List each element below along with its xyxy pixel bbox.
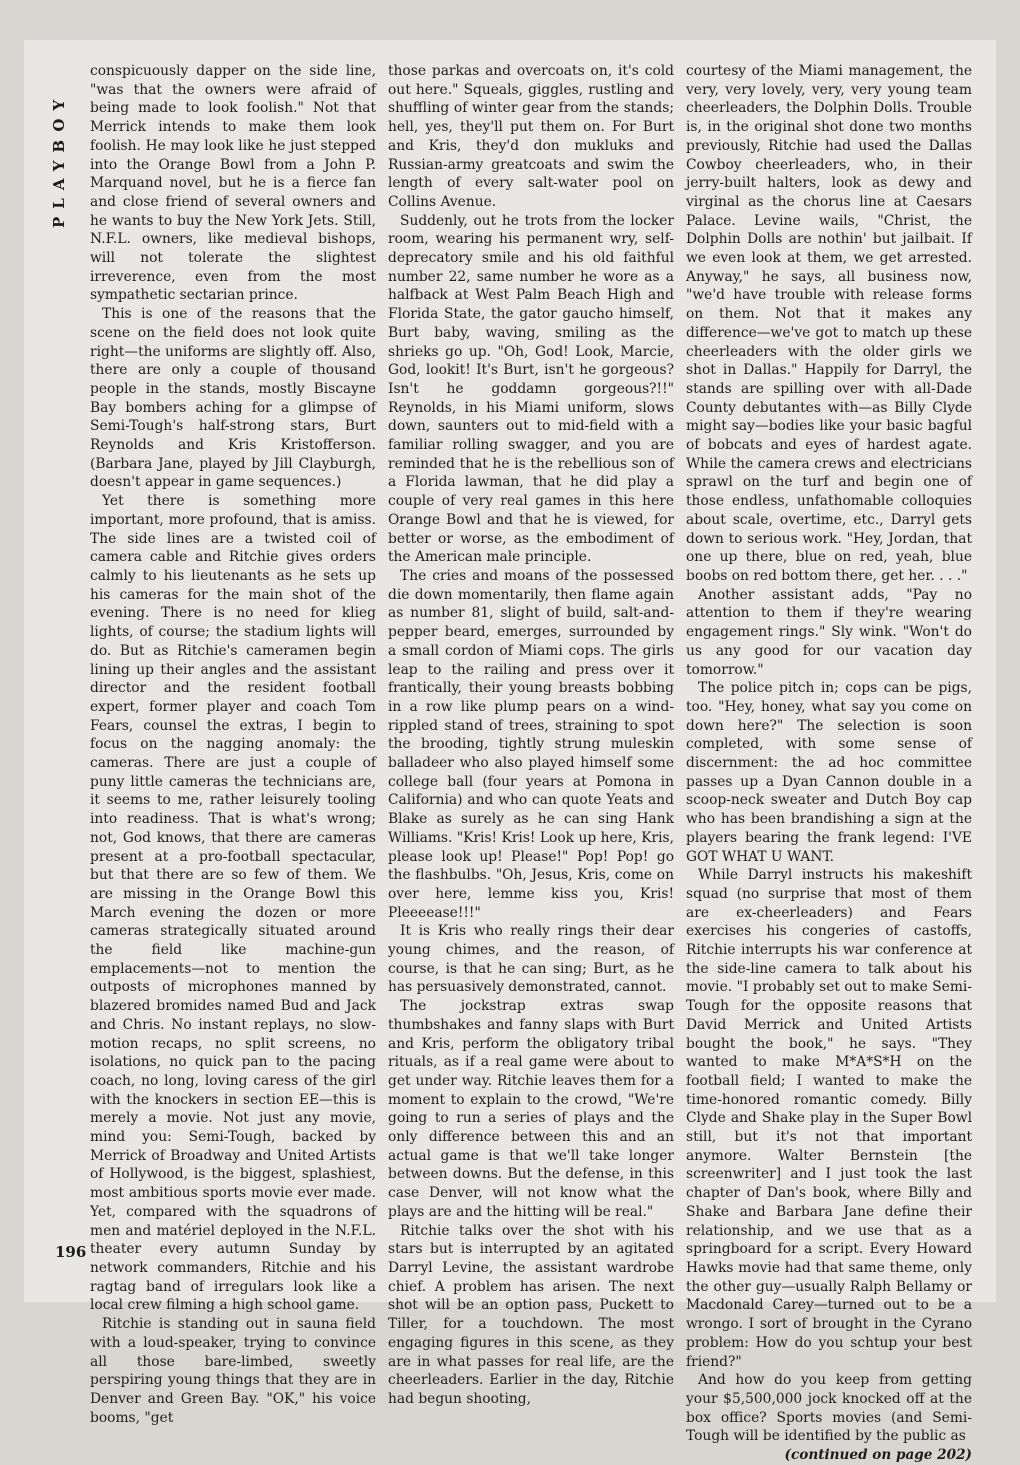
article-column-1 (90, 62, 376, 1427)
paragraph: Ritchie talks over the shot with his stars but is interrupted by an agitated Darryl Levine, the assistant wardrobe chief. A problem has arisen. The next shot will be an option pass, Puckett to Tiller, for a touchdown. The most engaging figures in this scene, as they are in what passes for real life, are the cheerleaders. Earlier in the day, Ritchie had begun shooting, (388, 1222, 674, 1407)
paragraph: The cries and moans of the possessed die down momentarily, then flame again as number 81, slight of build, salt-and-pepper beard, emerges, surrounded by a small cordon of Miami cops. The girls leap to the railing and press over it frantically, their young breasts bobbing in a row like plump pears on a wind-rippled stand of trees, straining to spot the brooding, tightly strung muleskin balladeer who also played himself some college ball (four years at Pomona in California) and who can quote Yeats and Blake as surely as he can sing Hank Williams. "Kris! Kris! Look up here, Kris, please look up! Please!" Pop! Pop! go the flashbulbs. "Oh, Jesus, Kris, come on over here, lemme kiss you, Kris! Pleeeease!!!" (388, 567, 674, 921)
article-column-2 (388, 62, 674, 1409)
paragraph: And how do you keep from getting your $5,500,000 jock knocked off at the box office? Sports movies (and Semi-Tough will be identified by the public as (686, 1372, 972, 1445)
paragraph: courtesy of the Miami management, the very, very lovely, very, very young team cheerleaders, the Dolphin Dolls. Trouble is, in the original shot done two months previously, Ritchie had used the Dallas Cowboy cheerleaders, who, in their jerry-built halters, look as dewy and virginal as the chorus line at Caesars Palace. Levine wails, "Christ, the Dolphin Dolls are nothin' but jailbait. If we even look at them, we get arrested. Anyway," he says, all business now, "we'd have trouble with release forms on them. Not that it makes any difference—we've got to match up these cheerleaders with the older girls we shot in Dallas." Happily for Darryl, the stands are spilling over with all-Dade County debutantes with—as Billy Clyde might say—bodies like your basic bagful of bobcats and eyes of hardest agate. While the camera crews and electricians sprawl on the turf and begin one of those endless, unfathomable colloquies about scale, overtime, etc., Darryl gets down to serious work. "Hey, Jordan, that one up there, blue on red, yeah, blue boobs on red bottom there, get her. . . ." (686, 63, 972, 584)
paragraph: This is one of the reasons that the scene on the field does not look quite right—the uniforms are slightly off. Also, there are only a couple of thousand people in the stands, mostly Biscayne Bay bombers aching for a glimpse of Semi-Tough's half-strong stars, Burt Reynolds and Kris Kristofferson. (Barbara Jane, played by Jill Clayburgh, doesn't appear in game sequences.) (90, 306, 376, 491)
paragraph: those parkas and overcoats on, it's cold out here." Squeals, giggles, rustling and shuffling of winter gear from the stands; hell, yes, they'll put them on. For Burt and Kris, they'd don mukluks and Russian-army greatcoats and swim the length of every salt-water pool on Collins Avenue. (388, 63, 674, 210)
page-number: 196 (55, 1243, 87, 1261)
continued-link[interactable]: (continued on page 202) (784, 1447, 972, 1464)
paragraph: Yet there is something more important, more profound, that is amiss. The side lines are a twisted coil of camera cable and Ritchie gives orders calmly to his lieutenants as he sets up his cameras for the main shot of the evening. There is no need for klieg lights, of course; the stadium lights will do. But as Ritchie's cameramen begin lining up their angles and the assistant director and the resident football expert, former player and coach Tom Fears, counsel the extras, I begin to focus on the nagging anomaly: the cameras. There are just a couple of puny little cameras the technicians are, it seems to me, rather leisurely tooling into readiness. That is what's wrong; not, God knows, that there are cameras present at a pro-football spectacular, but that there are so few of them. We are missing in the Orange Bowl this March evening the dozen or more cameras strategically situated around the field like machine-gun emplacements—not to mention the outposts of microphones manned by blazered bromides named Bud and Jack and Chris. No instant replays, no slow-motion recaps, no split screens, no isolations, no quick pan to the pacing coach, no long, loving caress of the girl with the knockers in section EE—this is merely a movie. Not just any movie, mind you: Semi-Tough, backed by Merrick of Broadway and United Artists of Hollywood, is the biggest, splashiest, most ambitious sports movie ever made. Yet, compared with the squadrons of men and matériel deployed in the N.F.L. theater every autumn Sunday by network commanders, Ritchie and his ragtag band of irregulars look like a local crew filming a high school game. (90, 493, 376, 1314)
paragraph: conspicuously dapper on the side line, "was that the owners were afraid of being made to look foolish." Not that Merrick intends to make them look foolish. He may look like he just stepped into the Orange Bowl from a John P. Marquand novel, but he is a fierce fan and close friend of several owners and he wants to buy the New York Jets. Still, N.F.L. owners, like medieval bishops, will not tolerate the slightest irreverence, even from the most sympathetic sectarian prince. (90, 63, 376, 304)
paragraph: The jockstrap extras swap thumbshakes and fanny slaps with Burt and Kris, perform the obligatory tribal rituals, as if a real game were about to get under way. Ritchie leaves them for a moment to explain to the crowd, "We're going to run a series of plays and the only difference between this and an actual game is that we'll take longer between downs. But the defense, in this case Denver, will not know what the plays are and the hitting will be real." (388, 998, 674, 1220)
paragraph: Ritchie is standing out in sauna field with a loud-speaker, trying to convince all those bare-limbed, sweetly perspiring young things that they are in Denver and Green Bay. "OK," his voice booms, "get (90, 1316, 376, 1426)
paragraph: While Darryl instructs his makeshift squad (no surprise that most of them are ex-cheerleaders) and Fears exercises his congeries of castoffs, Ritchie interrupts his war conference at the side-line camera to talk about his movie. "I probably set out to make Semi-Tough for the opposite reasons that David Merrick and United Artists bought the book," he says. "They wanted to make M*A*S*H on the football field; I wanted to make the time-honored romantic comedy. Billy Clyde and Shake play in the Super Bowl still, but it's not that important anymore. Walter Bernstein [the screenwriter] and I just took the last chapter of Dan's book, where Billy and Shake and Barbara Jane define their relationship, and we use that as a springboard for a script. Every Howard Hawks movie had that same theme, only the other guy—usually Ralph Bellamy or Macdonald Carey—turned out to be a wrongo. I sort of brought in the Cyrano problem: How do you schtup your best friend?" (686, 867, 972, 1370)
magazine-page (24, 40, 996, 1464)
paragraph: The police pitch in; cops can be pigs, too. "Hey, honey, what say you come on down here?" The selection is soon completed, with some sense of discernment: the ad hoc committee passes up a Dyan Cannon double in a scoop-neck sweater and Dutch Boy cap who has been brandishing a sign at the players bearing the frank legend: I'VE GOT WHAT U WANT. (686, 680, 972, 865)
article-column-3 (686, 62, 972, 1465)
paragraph: Suddenly, out he trots from the locker room, wearing his permanent wry, self-deprecatory smile and his old faithful number 22, same number he wore as a halfback at West Palm Beach High and Florida State, the gator gaucho himself, Burt baby, waving, smiling as the shrieks go up. "Oh, God! Look, Marcie, God, lookit! It's Burt, isn't he gorgeous? Isn't he goddamn gorgeous?!!" Reynolds, in his Miami uniform, slows down, saunters out to mid-field with a familiar rolling swagger, and you are reminded that he is the rebellious son of a Florida lawman, that he did play a couple of very real games in this here Orange Bowl and that he is viewed, for better or worse, as the embodiment of the American male principle. (388, 212, 674, 566)
paragraph: It is Kris who really rings their dear young chimes, and the reason, of course, is that he can sing; Burt, as he has persuasively demonstrated, cannot. (388, 923, 674, 996)
paragraph: Another assistant adds, "Pay no attention to them if they're wearing engagement rings." Sly wink. "Won't do us any good for our vacation day tomorrow." (686, 586, 972, 678)
magazine-logo: PLAYBOY (50, 91, 68, 229)
